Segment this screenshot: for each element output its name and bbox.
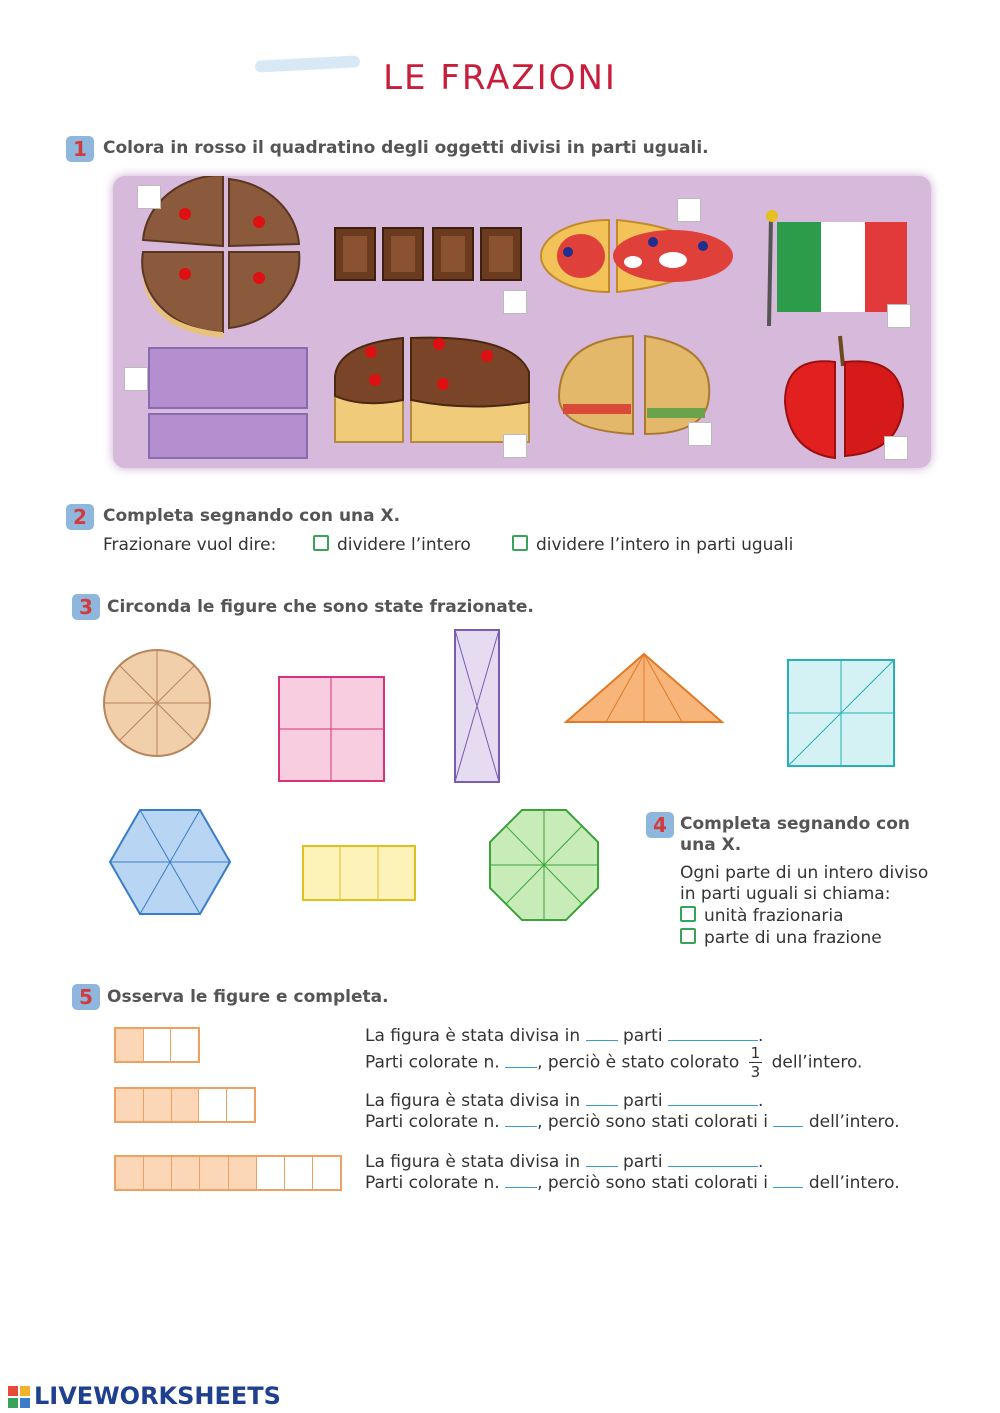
fraction-blank[interactable] (773, 1173, 803, 1188)
checkbox-icon[interactable] (313, 535, 329, 551)
sentence-text: parti (622, 1026, 663, 1046)
colored-count-blank[interactable] (505, 1173, 537, 1188)
orange-triangle-shape[interactable] (566, 654, 722, 722)
strip-part (200, 1157, 228, 1189)
parts-name-blank[interactable] (668, 1152, 758, 1167)
exercise-4-option-2[interactable] (680, 928, 882, 948)
purple-rectangle-image (149, 348, 307, 458)
sentence-text: , perciò sono stati colorati i (537, 1173, 768, 1193)
exercise-5-row-1-line-2 (365, 1044, 862, 1081)
sentence-text: , perciò sono stati colorati i (537, 1112, 768, 1132)
strip-part (144, 1029, 172, 1061)
option-label: dividere l’intero in parti uguali (536, 535, 794, 555)
sentence-text: dell’intero. (808, 1173, 900, 1193)
fraction-blank[interactable] (773, 1112, 803, 1127)
blue-hexagon-shape[interactable] (110, 810, 230, 914)
checkbox-pizza[interactable] (677, 198, 701, 222)
exercise-5-number: 5 (72, 984, 100, 1010)
exercise-5-instruction: Osserva le figure e completa. (107, 987, 389, 1007)
purple-rectangle-shape[interactable] (455, 630, 499, 782)
exercise-5-row-3-line-1: La figura è stata divisa in parti . (365, 1152, 764, 1172)
exercise-4-option-1[interactable] (680, 906, 844, 926)
sentence-text: dell’intero. (808, 1112, 900, 1132)
strip-part (227, 1089, 254, 1121)
exercise-4-instruction-line-1: Completa segnando con (680, 814, 911, 834)
italian-flag-image (766, 210, 907, 326)
sandwich-image (559, 336, 709, 434)
checkbox-cake-quartered[interactable] (137, 185, 161, 209)
strip-part (144, 1157, 172, 1189)
pink-square-shape[interactable] (279, 677, 384, 781)
exercise-5-row-2-line-1: La figura è stata divisa in parti . (365, 1091, 764, 1111)
exercise-1-illustrations (113, 176, 931, 468)
exercise-2-prompt: Frazionare vuol dire: (103, 535, 277, 555)
strip-part (257, 1157, 285, 1189)
checkbox-chocolate-bar[interactable] (503, 290, 527, 314)
sentence-text: Parti colorate n. (365, 1052, 500, 1073)
exercise-2-number: 2 (66, 504, 94, 530)
option-label: unità frazionaria (704, 906, 844, 926)
sentence-text: Parti colorate n. (365, 1112, 500, 1132)
sentence-text: parti (622, 1091, 663, 1111)
checkbox-icon[interactable] (680, 906, 696, 922)
exercise-4-number: 4 (646, 812, 674, 838)
parts-count-blank[interactable] (586, 1152, 618, 1167)
option-label: parte di una frazione (704, 928, 882, 948)
sentence-text: La figura è stata divisa in (365, 1091, 581, 1111)
sentence-text: Parti colorate n. (365, 1173, 500, 1193)
strip-part (229, 1157, 257, 1189)
strip-part (144, 1089, 172, 1121)
checkbox-apple[interactable] (884, 436, 908, 460)
fraction-strip-2 (114, 1087, 256, 1123)
green-octagon-shape[interactable] (490, 810, 598, 920)
parts-count-blank[interactable] (586, 1091, 618, 1106)
exercise-4-instruction-line-2: una X. (680, 835, 742, 855)
exercise-2-option-2[interactable] (512, 535, 793, 555)
liveworksheets-logo[interactable]: LIVEWORKSHEETS (34, 1382, 281, 1410)
fraction-strip-1 (114, 1027, 200, 1063)
strip-part (172, 1157, 200, 1189)
option-label: dividere l’intero (337, 535, 471, 555)
exercise-3-instruction: Circonda le figure che sono state frazionate. (107, 597, 534, 617)
exercise-1-instruction: Colora in rosso il quadratino degli oggetti divisi in parti uguali. (103, 138, 709, 158)
strip-part (285, 1157, 313, 1189)
quartered-cake-image (142, 176, 299, 338)
parts-name-blank[interactable] (668, 1026, 758, 1041)
layer-cake-image (335, 338, 529, 442)
exercise-4-question-line-2: in parti uguali si chiama: (680, 884, 891, 904)
colored-count-blank[interactable] (505, 1053, 537, 1068)
strip-part (171, 1029, 198, 1061)
fraction-one-third: $\frac{1}{3}$ (750, 1044, 761, 1081)
strip-part (199, 1089, 227, 1121)
chocolate-bar-image (335, 228, 521, 280)
yellow-rectangle-shape[interactable] (303, 846, 415, 900)
checkbox-icon[interactable] (512, 535, 528, 551)
strip-part (116, 1157, 144, 1189)
pizza-image (541, 220, 733, 292)
exercise-5-row-3-line-2 (365, 1173, 900, 1193)
fraction-strip-3 (114, 1155, 342, 1191)
liveworksheets-logo-icon (8, 1386, 30, 1408)
exercise-3-number: 3 (72, 594, 100, 620)
colored-count-blank[interactable] (505, 1112, 537, 1127)
checkbox-sandwich[interactable] (688, 422, 712, 446)
sentence-text: dell’intero. (771, 1052, 863, 1073)
sentence-text: La figura è stata divisa in (365, 1152, 581, 1172)
exercise-2-instruction: Completa segnando con una X. (103, 506, 401, 526)
checkbox-purple-rectangle[interactable] (124, 367, 148, 391)
parts-name-blank[interactable] (668, 1091, 758, 1106)
cyan-square-shape[interactable] (788, 660, 894, 766)
sentence-text: parti (622, 1152, 663, 1172)
circle-eighths-shape[interactable] (104, 650, 210, 756)
checkbox-icon[interactable] (680, 928, 696, 944)
strip-part (172, 1089, 200, 1121)
strip-part (116, 1089, 144, 1121)
sentence-text: La figura è stata divisa in (365, 1026, 581, 1046)
checkbox-flag[interactable] (887, 304, 911, 328)
exercise-4-question-line-1: Ogni parte di un intero diviso (680, 863, 929, 883)
parts-count-blank[interactable] (586, 1026, 618, 1041)
strip-part (116, 1029, 144, 1061)
checkbox-layer-cake[interactable] (503, 434, 527, 458)
strip-part (313, 1157, 340, 1189)
exercise-5-row-1-line-1: La figura è stata divisa in parti . (365, 1026, 764, 1046)
page-title: LE FRAZIONI (383, 58, 617, 98)
sentence-text: , perciò è stato colorato (537, 1052, 740, 1073)
exercise-5-row-2-line-2 (365, 1112, 900, 1132)
exercise-1-number: 1 (66, 136, 94, 162)
exercise-2-option-1[interactable] (313, 535, 471, 555)
